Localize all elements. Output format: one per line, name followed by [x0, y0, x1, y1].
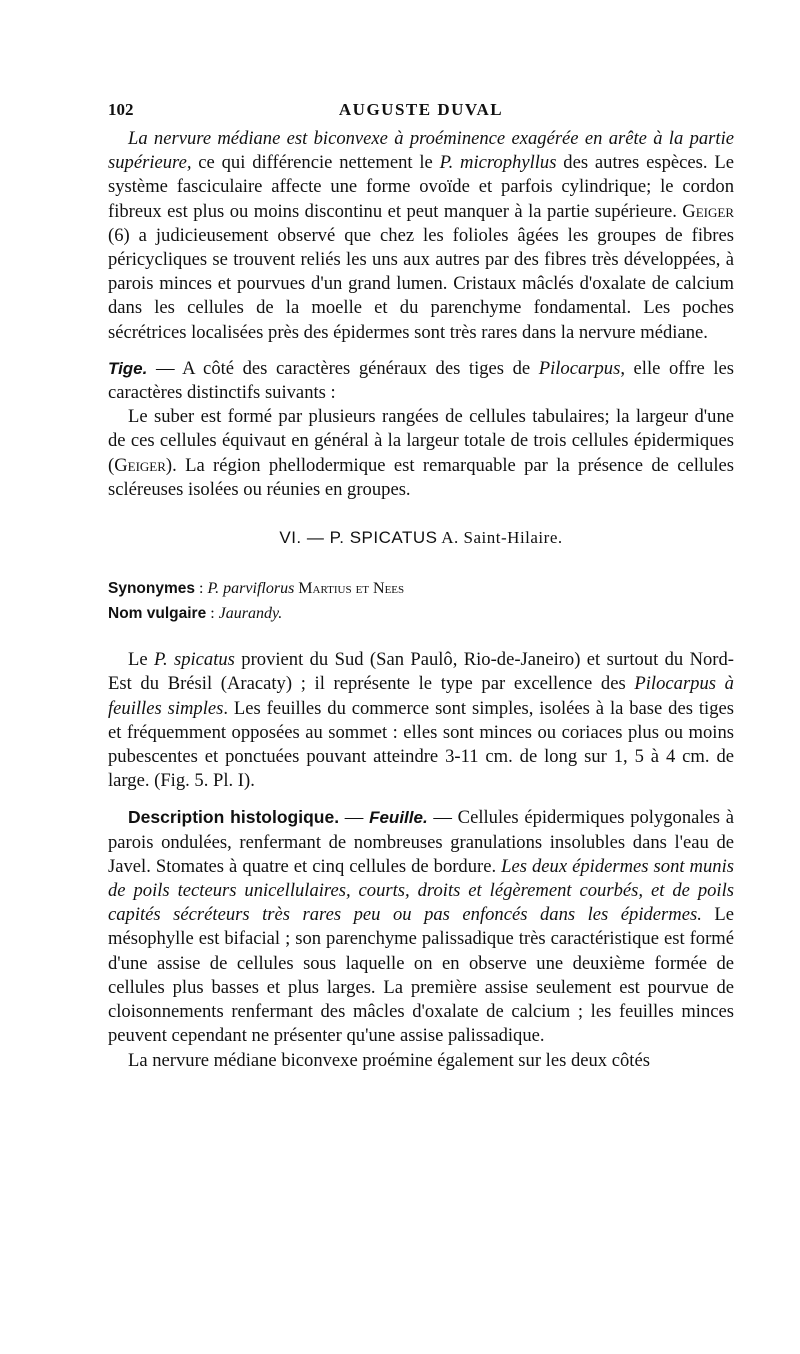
author-name: Geiger	[682, 200, 734, 222]
section-species: P. SPICATUS	[329, 528, 438, 548]
author-name: Geiger	[114, 454, 166, 476]
text-run: —	[339, 807, 370, 829]
paragraph-spicatus-origin	[108, 648, 734, 793]
vernacular-line	[108, 601, 734, 626]
section-dash: —	[301, 528, 330, 548]
italic-text: La nervure médiane est biconvexe à proéminence exagérée en arête à la partie supérieure,	[108, 128, 734, 174]
section-numeral: VI.	[279, 528, 302, 548]
paragraph-tige-intro	[108, 357, 734, 405]
section-heading	[108, 526, 734, 550]
text-run: — Cellules épidermiques polygonales à parois ondulées, renfermant de nombreuses granulations insolubles dans l'eau de Javel. Stomates à quatre et cinq cellules de bordure.	[108, 807, 735, 877]
synonyms-line	[108, 576, 734, 601]
paragraph-midrib-spicatus	[108, 1049, 734, 1073]
subsection-heading-description: Description histologique.	[128, 807, 340, 828]
text-run: Le mésophylle est bifacial ; son parenchyme palissadique très caractéristique est formé d'une assise de cellules sous laquelle on en observe une deuxième formée de cellules plus basses et plus larges. La première assise seulement est pourvue de cloisonnements renfermant des mâcles d'oxalate de calcium ; les feuilles minces peuvent cependant ne présenter qu'une assise palissadique.	[108, 904, 735, 1047]
body-text	[108, 127, 734, 1073]
vernacular-label: Nom vulgaire	[108, 605, 207, 623]
vernacular-name: Jaurandy.	[218, 605, 283, 623]
species-name: P. microphyllus	[439, 152, 557, 174]
synonym-name: P. parviflorus	[207, 580, 295, 598]
text-run: ce qui différencie nettement le	[191, 152, 440, 174]
paragraph-suber	[108, 405, 734, 502]
text-run: . Les feuilles du commerce sont simples, isolées à la base des tiges et fréquemment opposées au sommet : elles sont minces ou coriaces plus ou moins pubescentes et ponctuées pouvant atteindre 3-11 cm. de long sur 1, 5 à 4 cm. de large. (Fig. 5. Pl. I).	[108, 697, 734, 792]
paragraph-histology	[108, 805, 734, 1048]
paragraph-midrib-microphyllus	[108, 127, 734, 345]
genus-name: Pilocarpus	[538, 357, 621, 379]
text-run: des autres espèces. Le système fasciculaire affecte une forme ovoïde et parfois cylindrique; le cordon fibreux est plus ou moins discontinu et peut manquer à la partie supérieure.	[108, 152, 734, 222]
subsection-heading-tige: Tige.	[108, 358, 148, 378]
text-run: (6) a judicieusement observé que chez les folioles âgées les groupes de fibres péricycliques se trouvent reliés les uns aux autres par des fibres très développées, à parois minces et pourvues d'un grand lumen. Cristaux mâclés d'oxalate de calcium dans les cellules de la moelle et du parenchyme fondamental. Les poches sécrétrices localisées près des épidermes sont très rares dans la nervure médiane.	[108, 224, 734, 343]
italic-text: Les deux épidermes sont munis de poils tecteurs unicellulaires, courts, droits et légèrement courbés, et de poils capités sécréteurs très rares peu ou pas enfoncés dans les épidermes.	[108, 855, 734, 926]
running-title: AUGUSTE DUVAL	[338, 100, 504, 119]
vernacular-sep: :	[206, 605, 219, 623]
italic-text: Pilocarpus à feuilles simples	[108, 673, 734, 719]
text-run: , elle offre les caractères distinctifs suivants :	[108, 357, 734, 404]
subsection-heading-feuille: Feuille.	[369, 808, 428, 828]
text-run: ). La région phellodermique est remarquable par la présence de cellules scléreuses isolées ou réunies en groupes.	[108, 454, 734, 500]
page-header	[108, 100, 734, 124]
text-run: Le	[128, 649, 154, 671]
section-author: A. Saint-Hilaire.	[437, 528, 563, 548]
species-name: P. spicatus	[153, 649, 235, 671]
text-run: provient du Sud (San Paulô, Rio-de-Janeiro) et surtout du Nord-Est du Brésil (Aracaty) ; il représente le type par excellence des	[108, 649, 734, 695]
text-run: Le suber est formé par plusieurs rangées de cellules tabulaires; la largeur d'une de ces cellules équivaut en général à la largeur totale de trois cellules épidermiques (	[108, 406, 734, 476]
page-number: 102	[108, 100, 134, 119]
synonyms-label: Synonymes	[108, 580, 196, 598]
text-run: La nervure médiane biconvexe proémine également sur les deux côtés	[128, 1049, 650, 1071]
text-run: — A côté des caractères généraux des tiges de	[147, 357, 539, 379]
synonyms-sep: :	[195, 580, 208, 598]
synonym-authors: Martius et Nees	[294, 580, 405, 598]
